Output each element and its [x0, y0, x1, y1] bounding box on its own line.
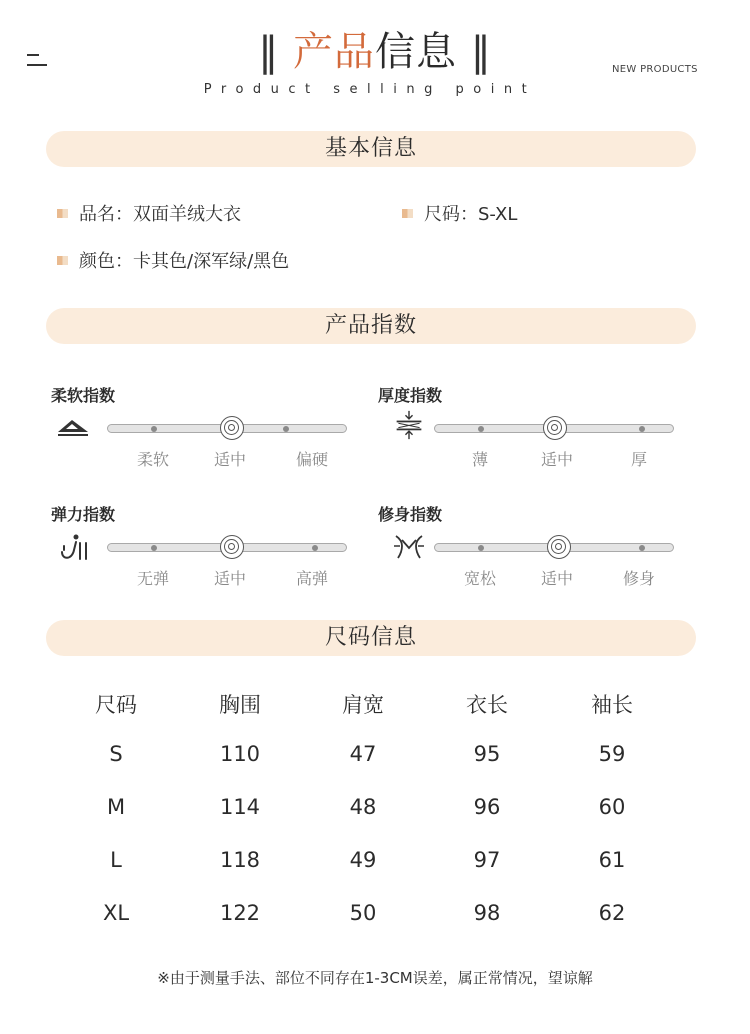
thickness-icon: [392, 410, 426, 440]
thickness-label-low: 薄: [471, 450, 488, 469]
softness-label-low: 柔软: [136, 450, 169, 469]
section-product-index: 产品指数: [46, 308, 696, 344]
section-size-info: 尺码信息: [46, 620, 696, 656]
size-table-cell: 47: [349, 742, 377, 766]
elasticity-label-high: 高弹: [295, 569, 328, 588]
size-table-cell: 97: [473, 848, 501, 872]
size-table-header: 肩宽: [342, 693, 384, 717]
size-table-cell: 118: [219, 848, 261, 872]
softness-label-high: 偏硬: [295, 450, 328, 469]
thickness-slider-knob[interactable]: [543, 416, 567, 440]
size-table-cell: 114: [219, 795, 261, 819]
fit-icon: [392, 532, 426, 562]
fit-label-mid: 适中: [540, 569, 573, 588]
index-title-softness: 柔软指数: [51, 386, 116, 405]
fit-label-low: 宽松: [463, 569, 496, 588]
slider-dot: [478, 545, 484, 551]
elasticity-slider-knob[interactable]: [220, 535, 244, 559]
softness-slider-knob[interactable]: [220, 416, 244, 440]
size-table-cell: 48: [349, 795, 377, 819]
info-product-name: [57, 203, 241, 227]
slider-dot: [478, 426, 484, 432]
size-table-cell: 62: [598, 901, 626, 925]
new-products-tag: NEW PRODUCTS: [612, 64, 698, 75]
size-table-cell: L: [110, 848, 122, 872]
size-table-cell: S: [109, 742, 123, 766]
size-table-cell: 60: [598, 795, 626, 819]
slider-dot: [312, 545, 318, 551]
title-left-bars-icon: ‖: [258, 29, 293, 75]
size-table-cell: 59: [598, 742, 626, 766]
title-accent: 产品: [293, 29, 375, 75]
index-title-fit: 修身指数: [378, 505, 443, 524]
slider-dot: [283, 426, 289, 432]
info-size-range: [402, 203, 517, 227]
thickness-label-mid: 适中: [540, 450, 573, 469]
size-table-cell: 49: [349, 848, 377, 872]
index-title-elasticity: 弹力指数: [51, 505, 116, 524]
size-table-header: 尺码: [95, 693, 137, 717]
section-basic-info: 基本信息: [46, 131, 696, 167]
title-right-bars-icon: ‖: [457, 29, 492, 75]
elasticity-label-low: 无弹: [136, 569, 169, 588]
elasticity-label-mid: 适中: [213, 569, 246, 588]
info-product-name-text: 品名：双面羊绒大衣: [79, 204, 241, 225]
slider-dot: [151, 545, 157, 551]
elasticity-icon: [58, 532, 92, 562]
fit-label-high: 修身: [622, 569, 655, 588]
measurement-note: ※由于测量手法、部位不同存在1-3CM误差，属正常情况，望谅解: [157, 969, 593, 987]
info-colors-text: 颜色：卡其色/深军绿/黑色: [79, 251, 290, 272]
size-table-cell: 96: [473, 795, 501, 819]
size-table-header: 胸围: [219, 693, 261, 717]
fit-slider-knob[interactable]: [547, 535, 571, 559]
size-table-cell: 110: [219, 742, 261, 766]
slider-dot: [639, 426, 645, 432]
softness-icon: [56, 412, 90, 442]
size-table-cell: 95: [473, 742, 501, 766]
bullet-icon: [402, 209, 413, 218]
thickness-label-high: 厚: [630, 450, 647, 469]
size-table-cell: 61: [598, 848, 626, 872]
title-main: 信息: [375, 29, 457, 75]
info-size-range-text: 尺码：S-XL: [424, 204, 518, 225]
size-table-cell: M: [106, 795, 126, 819]
bullet-icon: [57, 209, 68, 218]
index-title-thickness: 厚度指数: [378, 386, 443, 405]
size-table-cell: 50: [349, 901, 377, 925]
slider-dot: [639, 545, 645, 551]
slider-dot: [151, 426, 157, 432]
size-table-cell: XL: [102, 901, 130, 925]
size-table-cell: 98: [473, 901, 501, 925]
size-table-header: 衣长: [466, 693, 508, 717]
softness-label-mid: 适中: [213, 450, 246, 469]
page-subtitle: Product selling point: [203, 82, 537, 97]
info-colors: [57, 250, 289, 274]
size-table-cell: 122: [219, 901, 261, 925]
size-table-header: 袖长: [591, 693, 633, 717]
bullet-icon: [57, 256, 68, 265]
